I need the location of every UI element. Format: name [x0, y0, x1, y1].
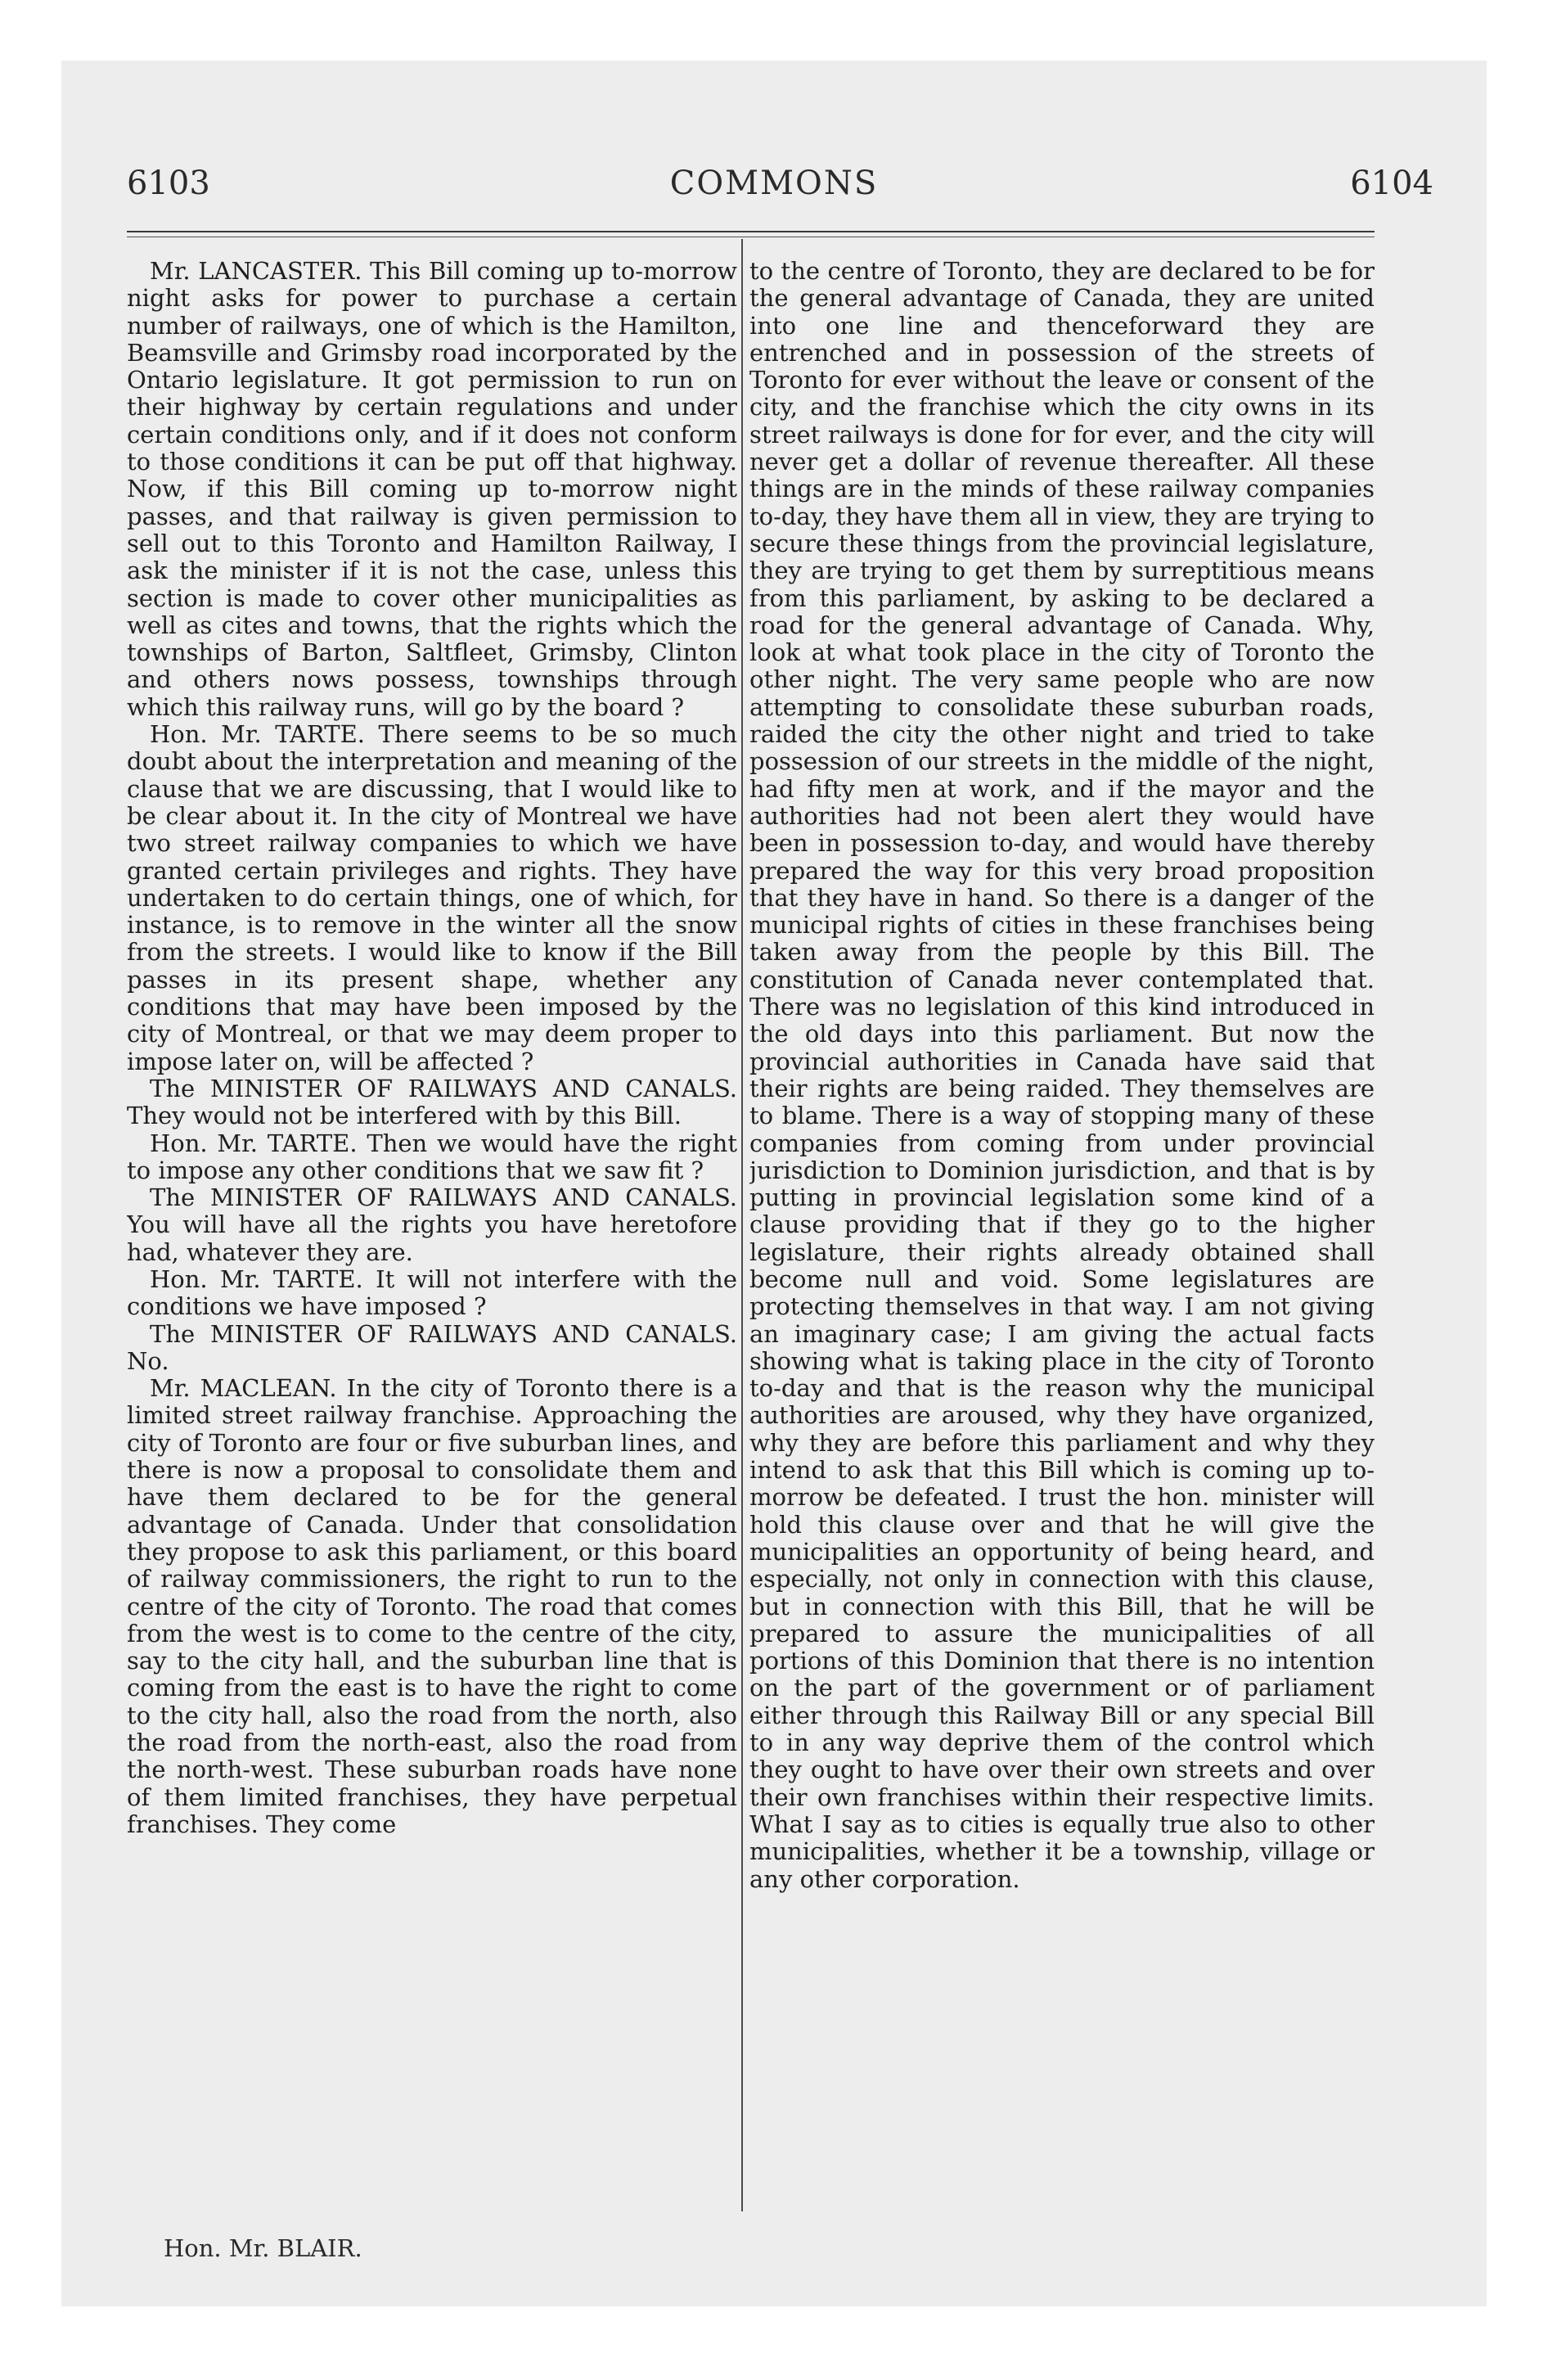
paragraph: The MINISTER OF RAILWAYS AND CANALS. No.	[127, 1319, 737, 1375]
paragraph: Hon. Mr. TARTE. There seems to be so much doubt about the interpretation and meaning of the clause that we are discussing, that I would like to be clear about it. In the city of Montreal we have two street railway companies to which we have granted certain privileges and rights. They have undertaken to do certain things, one of which, for instance, is to remove in the winter all the snow from the streets. I would like to know if the Bill passes in its present shape, whether any conditions that may have been imposed by the city of Montreal, or that we may deem proper to impose later on, will be affected ?	[127, 720, 737, 1075]
right-column	[749, 258, 1375, 2181]
left-column	[127, 258, 737, 2181]
running-title: COMMONS	[669, 165, 879, 202]
paragraph: The MINISTER OF RAILWAYS AND CANALS. They would not be interfered with by this Bill.	[127, 1074, 737, 1130]
header-rule-thick	[127, 231, 1375, 232]
paragraph: Hon. Mr. TARTE. Then we would have the right to impose any other conditions that we saw fit ?	[127, 1129, 737, 1184]
left-page-number: 6103	[127, 165, 210, 202]
paragraph: Mr. LANCASTER. This Bill coming up to-morrow night asks for power to purchase a certain number of railways, one of which is the Hamilton, Beamsville and Grimsby road incorporated by the Ontario legislature. It got permission to run on their highway by certain regulations and under certain conditions only, and if it does not conform to those conditions it can be put off that highway. Now, if this Bill coming up to-morrow night passes, and that railway is given permission to sell out to this Toronto and Hamilton Railway, I ask the minister if it is not the case, unless this section is made to cover other municipalities as well as cites and towns, that the rights which the townships of Barton, Saltfleet, Grimsby, Clinton and others nows possess, townships through which this railway runs, will go by the board ?	[127, 258, 737, 721]
right-page-number: 6104	[1350, 165, 1433, 202]
page-footer-speaker: Hon. Mr. BLAIR.	[164, 2234, 362, 2262]
paragraph: The MINISTER OF RAILWAYS AND CANALS. You will have all the rights you have heretofore had, whatever they are.	[127, 1183, 737, 1266]
paragraph: to the centre of Toronto, they are declared to be for the general advantage of Canada, they are united into one line and thenceforward they are entrenched and in possession of the streets of Toronto for ever without the leave or consent of the city, and the franchise which the city owns in its street railways is done for for ever, and the city will never get a dollar of revenue thereafter. All these things are in the minds of these railway companies to-day, they have them all in view, they are trying to secure these things from the provincial legislature, they are trying to get them by surreptitious means from this parliament, by asking to be declared a road for the general advantage of Canada. Why, look at what took place in the city of Toronto the other night. The very same people who are now attempting to consolidate these suburban roads, raided the city the other night and tried to take possession of our streets in the middle of the night, had fifty men at work, and if the mayor and the authorities had not been alert they would have been in possession to-day, and would have thereby prepared the way for this very broad proposition that they have in hand. So there is a danger of the municipal rights of cities in these franchises being taken away from the people by this Bill. The constitution of Canada never contemplated that. There was no legislation of this kind introduced in the old days into this parliament. But now the provincial authorities in Canada have said that their rights are being raided. They themselves are to blame. There is a way of stopping many of these companies from coming from under provincial jurisdiction to Dominion jurisdiction, and that is by putting in provincial legislation some kind of a clause providing that if they go to the higher legislature, their rights already obtained shall become null and void. Some legislatures are protecting themselves in that way. I am not giving an imaginary case; I am giving the actual facts showing what is taking place in the city of Toronto to-day and that is the reason why the municipal authorities are aroused, why they have organized, why they are before this parliament and why they intend to ask that this Bill which is coming up to-morrow be defeated. I trust the hon. minister will hold this clause over and that he will give the municipalities an opportunity of being heard, and especially, not only in connection with this clause, but in connection with this Bill, that he will be prepared to assure the municipalities of all portions of this Dominion that there is no intention on the part of the government or of parliament either through this Railway Bill or any special Bill to in any way deprive them of the control which they ought to have over their own streets and over their own franchises within their respective limits. What I say as to cities is equally true also to other municipalities, whether it be a township, village or any other corporation.	[749, 258, 1375, 1893]
column-divider	[741, 239, 743, 2211]
paragraph: Hon. Mr. TARTE. It will not interfere with the conditions we have imposed ?	[127, 1264, 737, 1321]
paragraph: Mr. MACLEAN. In the city of Toronto there is a limited street railway franchise. Approaching the city of Toronto are four or five suburban lines, and there is now a proposal to consolidate them and have them declared to be for the general advantage of Canada. Under that consolidation they propose to ask this parliament, or this board of railway commissioners, the right to run to the centre of the city of Toronto. The road that comes from the west is to come to the centre of the city, say to the city hall, and the suburban line that is coming from the east is to have the right to come to the city hall, also the road from the north, also the road from the north-east, also the road from the north-west. These suburban roads have none of them limited franchises, they have perpetual franchises. They come	[127, 1374, 737, 1838]
